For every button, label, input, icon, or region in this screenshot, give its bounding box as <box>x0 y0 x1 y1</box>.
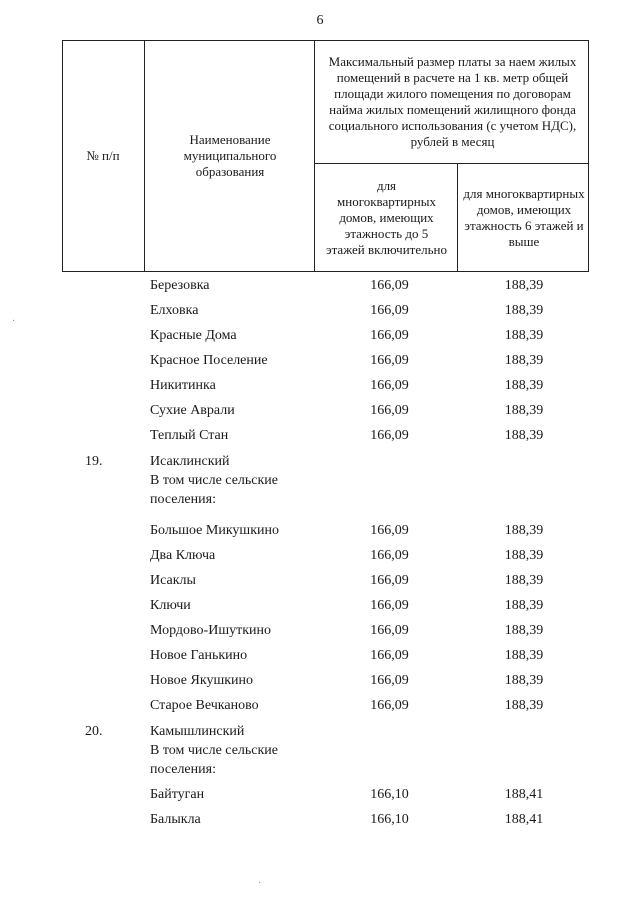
row-value-6-plus: 188,39 <box>504 523 544 538</box>
row-value-up-to-5: 166,09 <box>370 598 409 613</box>
row-value-6-plus: 188,39 <box>504 278 544 293</box>
district-number: 19. <box>85 454 103 469</box>
table-row <box>0 810 640 830</box>
row-name: Байтуган <box>150 787 205 802</box>
row-value-up-to-5: 166,09 <box>370 573 409 588</box>
row-value-6-plus: 188,39 <box>504 573 544 588</box>
row-value-up-to-5: 166,09 <box>370 328 409 343</box>
row-value-up-to-5: 166,09 <box>370 648 409 663</box>
header-col-municipality: Наименование муниципального образования <box>183 132 277 179</box>
header-divider <box>144 40 145 272</box>
row-value-up-to-5: 166,10 <box>370 787 409 802</box>
table-row <box>0 696 640 716</box>
row-name: Исаклы <box>150 573 196 588</box>
table-row <box>0 646 640 666</box>
row-name: Теплый Стан <box>150 428 229 443</box>
row-value-6-plus: 188,39 <box>504 328 544 343</box>
header-divider <box>314 40 315 272</box>
row-value-6-plus: 188,39 <box>504 673 544 688</box>
header-col-up-to-5-floors: для многоквартирных домов, имеющих этажность до 5 этажей включительно <box>326 178 447 257</box>
table-row <box>0 401 640 421</box>
row-value-up-to-5: 166,09 <box>370 523 409 538</box>
scan-speck: · <box>258 878 262 889</box>
district-block-20 <box>85 722 310 779</box>
table-row <box>0 351 640 371</box>
row-value-up-to-5: 166,09 <box>370 353 409 368</box>
row-name: Старое Вечканово <box>150 698 259 713</box>
row-name: Ключи <box>150 598 191 613</box>
table-row <box>0 546 640 566</box>
header-divider <box>457 163 458 272</box>
table-row <box>0 596 640 616</box>
table-row <box>0 426 640 446</box>
row-value-6-plus: 188,39 <box>504 648 544 663</box>
row-name: Березовка <box>150 278 210 293</box>
table-row <box>0 671 640 691</box>
row-name: Сухие Аврали <box>150 403 235 418</box>
table-row <box>0 276 640 296</box>
district-number: 20. <box>85 724 103 739</box>
row-value-up-to-5: 166,09 <box>370 378 409 393</box>
row-value-up-to-5: 166,09 <box>370 303 409 318</box>
row-name: Никитинка <box>150 378 216 393</box>
table-row <box>0 785 640 805</box>
page-number: 6 <box>316 13 324 28</box>
district-block-19 <box>85 452 310 509</box>
row-name: Большое Микушкино <box>150 523 280 538</box>
table-row <box>0 571 640 591</box>
row-value-6-plus: 188,39 <box>504 378 544 393</box>
district-subtitle: В том числе сельские поселения: <box>150 743 279 777</box>
row-name: Красное Поселение <box>150 353 268 368</box>
table-row <box>0 621 640 641</box>
table-row <box>0 326 640 346</box>
row-name: Новое Якушкино <box>150 673 254 688</box>
row-value-6-plus: 188,39 <box>504 428 544 443</box>
row-value-6-plus: 188,39 <box>504 353 544 368</box>
row-name: Красные Дома <box>150 328 237 343</box>
row-value-6-plus: 188,41 <box>504 812 544 827</box>
header-col-max-fee: Максимальный размер платы за наем жилых помещений в расчете на 1 кв. метр общей площади жилого помещения по договорам найма жилых помещений жилищного фонда социального использования (с учетом НДС), рублей в месяц <box>328 53 577 149</box>
district-name: Камышлинский <box>150 724 245 739</box>
row-value-6-plus: 188,39 <box>504 548 544 563</box>
row-value-6-plus: 188,41 <box>504 787 544 802</box>
row-value-6-plus: 188,39 <box>504 403 544 418</box>
row-name: Новое Ганькино <box>150 648 248 663</box>
row-value-6-plus: 188,39 <box>504 623 544 638</box>
scan-speck: · <box>12 316 16 327</box>
row-value-up-to-5: 166,09 <box>370 403 409 418</box>
header-col-6-floors-and-above: для многоквартирных домов, имеющих этажность 6 этажей и выше <box>463 186 585 249</box>
row-value-up-to-5: 166,09 <box>370 428 409 443</box>
row-value-up-to-5: 166,09 <box>370 548 409 563</box>
row-name: Елховка <box>150 303 199 318</box>
district-name: Исаклинский <box>150 454 230 469</box>
district-subtitle: В том числе сельские поселения: <box>150 473 279 507</box>
row-name: Мордово-Ишуткино <box>150 623 272 638</box>
row-value-up-to-5: 166,09 <box>370 673 409 688</box>
row-value-6-plus: 188,39 <box>504 698 544 713</box>
table-row <box>0 521 640 541</box>
row-value-6-plus: 188,39 <box>504 598 544 613</box>
row-name: Два Ключа <box>150 548 216 563</box>
table-row <box>0 376 640 396</box>
row-name: Балыкла <box>150 812 201 827</box>
row-value-6-plus: 188,39 <box>504 303 544 318</box>
row-value-up-to-5: 166,09 <box>370 623 409 638</box>
table-row <box>0 301 640 321</box>
header-col-number: № п/п <box>86 148 120 163</box>
row-value-up-to-5: 166,09 <box>370 278 409 293</box>
row-value-up-to-5: 166,10 <box>370 812 409 827</box>
row-value-up-to-5: 166,09 <box>370 698 409 713</box>
